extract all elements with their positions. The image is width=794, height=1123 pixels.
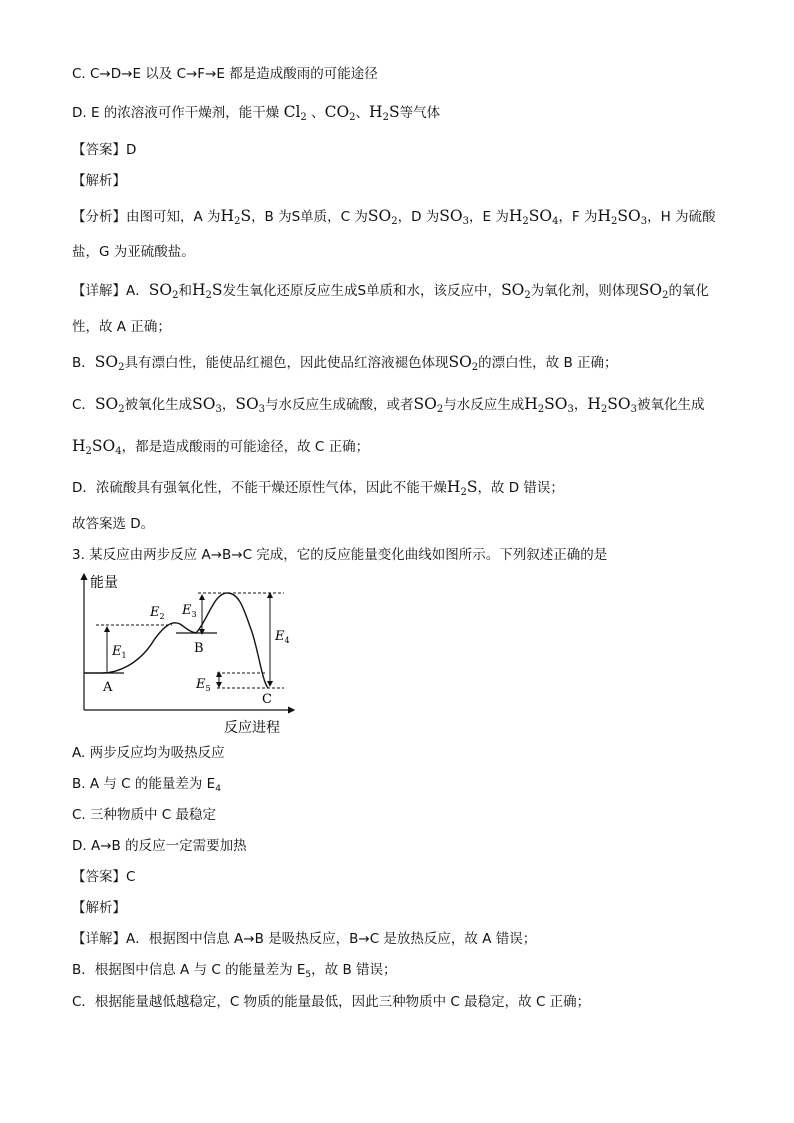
text-run: 、 xyxy=(355,105,370,121)
text-run: ，故 D 错误； xyxy=(477,480,564,496)
formula: $SO_4$ xyxy=(91,437,122,457)
formula: $SO_2$ xyxy=(638,281,669,301)
text-run: 性，故 A 正确； xyxy=(72,319,171,335)
text-run: 等气体 xyxy=(399,105,441,121)
e5-label: $E_5$ xyxy=(196,677,211,693)
text-line xyxy=(72,394,704,415)
formula: S xyxy=(211,281,223,299)
e4-label: $E_4$ xyxy=(275,629,290,645)
formula: S xyxy=(466,478,478,496)
text-line xyxy=(72,171,126,191)
text-run: 具有漂白性，能使品红褪色，因此使品红溶液褪色体现 xyxy=(124,355,449,371)
formula: $Cl_2$ xyxy=(283,103,307,123)
text-line xyxy=(72,206,716,227)
text-run: 与水反应生成 xyxy=(443,397,525,413)
text-run: 的氧化 xyxy=(668,283,709,299)
point-c-label: C xyxy=(262,692,272,707)
text-run: D. E 的浓溶液可作干燥剂，能干燥 xyxy=(72,105,284,121)
text-run: 与水反应生成硫酸，或者 xyxy=(265,397,414,413)
formula: $SO_3$ xyxy=(617,207,648,227)
text-line xyxy=(72,140,136,160)
formula: $SO_2$ xyxy=(413,395,444,415)
energy-curve xyxy=(84,593,268,688)
formula: $SO_3$ xyxy=(607,395,637,415)
x-axis-label: 反应进程 xyxy=(224,720,280,736)
text-run: A. 两步反应均为吸热反应 xyxy=(72,745,225,761)
text-run: 【解析】 xyxy=(72,900,126,916)
text-run: ， xyxy=(221,397,236,413)
text-run: D．浓硫酸具有强氧化性，不能干燥还原性气体，因此不能干燥 xyxy=(72,480,447,496)
text-run: ，都是造成酸雨的可能途径，故 C 正确； xyxy=(121,439,370,455)
text-run: D. A→B 的反应一定需要加热 xyxy=(72,838,247,854)
formula: $SO_2$ xyxy=(501,281,531,301)
formula: $CO_2$ xyxy=(324,103,356,123)
formula: $SO_2$ xyxy=(94,395,125,415)
formula: $H_2$ xyxy=(191,281,212,301)
formula: $H_2$ xyxy=(72,437,92,457)
text-run: ， xyxy=(573,397,588,413)
text-line xyxy=(72,545,607,565)
e1-label: $E_1$ xyxy=(112,644,127,660)
formula: $SO_3$ xyxy=(544,395,574,415)
point-a-label: A xyxy=(103,680,113,695)
formula: $H_2$ xyxy=(587,395,608,415)
text-run: 3. 某反应由两步反应 A→B→C 完成，它的反应能量变化曲线如图所示。下列叙述正确的是 xyxy=(72,547,608,563)
text-line xyxy=(72,477,564,498)
text-line xyxy=(72,242,195,262)
formula: S xyxy=(240,207,252,225)
text-run: 为氧化剂，则体现 xyxy=(530,283,639,299)
formula: $H_2$ xyxy=(508,207,529,227)
formula: $H_2$ xyxy=(220,207,241,227)
text-run: 和 xyxy=(178,283,192,299)
point-b-label: B xyxy=(194,641,204,656)
formula: $SO_4$ xyxy=(528,207,559,227)
formula: $SO_2$ xyxy=(367,207,398,227)
text-run: C． xyxy=(72,397,95,413)
text-line xyxy=(72,805,216,825)
formula: $H_2$ xyxy=(446,478,467,498)
text-line xyxy=(72,992,590,1012)
text-line xyxy=(72,102,440,123)
e2-label: $E_2$ xyxy=(150,605,165,621)
text-run: 的漂白性，故 B 正确； xyxy=(478,355,618,371)
formula: $SO_3$ xyxy=(235,395,266,415)
text-run: 【分析】由图可知，A 为 xyxy=(72,209,221,225)
text-line xyxy=(72,929,536,949)
text-run: 【详解】A． xyxy=(72,283,149,299)
text-line xyxy=(72,514,154,534)
text-run: 【详解】A．根据图中信息 A→B 是吸热反应，B→C 是放热反应，故 A 错误； xyxy=(72,931,537,947)
formula: $H_2$ xyxy=(369,103,389,123)
text-line xyxy=(72,352,618,373)
text-line xyxy=(72,867,135,887)
text-line xyxy=(72,280,709,301)
energy-profile-diagram xyxy=(72,570,312,740)
text-run: 【答案】C xyxy=(72,869,136,885)
formula: $SO_2$ xyxy=(448,353,479,373)
text-run: C．根据能量越低越稳定，C 物质的能量最低，因此三种物质中 C 最稳定，故 C 正确； xyxy=(72,994,591,1010)
y-axis-label: 能量 xyxy=(90,575,118,591)
formula: $SO_2$ xyxy=(148,281,179,301)
text-line xyxy=(72,743,225,763)
text-line xyxy=(72,436,369,457)
subscript: 4 xyxy=(215,784,221,794)
text-run: 被氧化生成 xyxy=(124,397,193,413)
text-line xyxy=(72,836,247,856)
text-line xyxy=(72,64,378,84)
text-run: 【解析】 xyxy=(72,173,126,189)
text-line xyxy=(72,317,171,337)
text-run: ，H 为硫酸 xyxy=(647,209,716,225)
formula: $SO_2$ xyxy=(94,353,125,373)
e3-label: $E_3$ xyxy=(182,603,197,619)
text-run: ，E 为 xyxy=(469,209,509,225)
text-run: 被氧化生成 xyxy=(636,397,705,413)
text-run: 故答案选 D。 xyxy=(72,516,155,532)
text-run: 盐，G 为亚硫酸盐。 xyxy=(72,244,195,260)
text-run: C. C→D→E 以及 C→F→E 都是造成酸雨的可能途径 xyxy=(72,66,378,82)
text-line xyxy=(72,898,126,918)
formula: $H_2$ xyxy=(597,207,618,227)
text-run: 发生氧化还原反应生成S单质和水，该反应中， xyxy=(222,283,502,299)
text-run: B． xyxy=(72,355,95,371)
formula: $SO_3$ xyxy=(192,395,222,415)
text-run: B. A 与 C 的能量差为 E xyxy=(72,776,216,792)
text-run: B．根据图中信息 A 与 C 的能量差为 E xyxy=(72,962,306,978)
formula: $H_2$ xyxy=(524,395,545,415)
text-run: ，故 B 错误； xyxy=(311,962,397,978)
text-run: 【答案】D xyxy=(72,142,137,158)
text-line xyxy=(72,774,221,794)
text-run: ，D 为 xyxy=(397,209,440,225)
text-run: C. 三种物质中 C 最稳定 xyxy=(72,807,217,823)
text-line xyxy=(72,960,397,980)
text-run: ，B 为S单质，C 为 xyxy=(251,209,368,225)
text-run: ，F 为 xyxy=(558,209,598,225)
formula: S xyxy=(388,103,400,121)
subscript: 5 xyxy=(305,970,312,980)
formula: $SO_3$ xyxy=(439,207,469,227)
text-run: 、 xyxy=(306,105,325,121)
